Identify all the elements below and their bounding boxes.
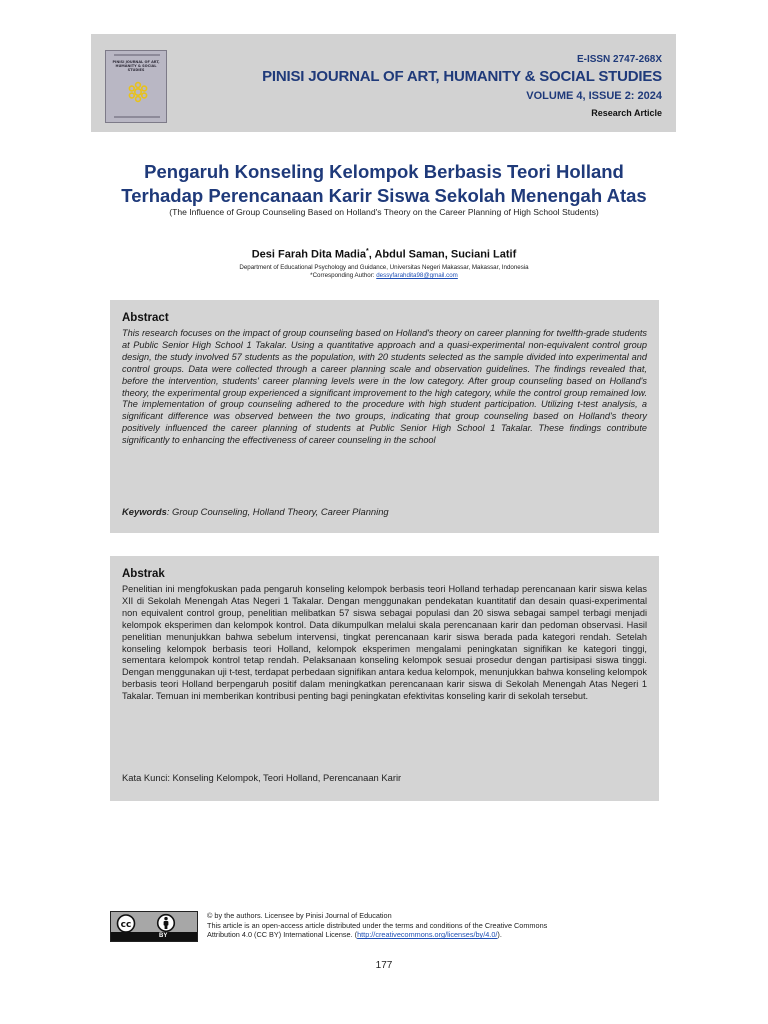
paper-subtitle: (The Influence of Group Counseling Based on Holland's Theory on the Career Planning of High School Students)	[169, 207, 599, 217]
license-line-3	[207, 930, 657, 940]
kata-kunci-list: : Konseling Kelompok, Teori Holland, Perencanaan Karir	[167, 772, 402, 783]
abstrak-text: Penelitian ini mengfokuskan pada pengaruh konseling kelompok berbasis teori Holland terhadap perencanaan karir siswa kelas XII di Sekolah Menengah Atas Negeri 1 Takalar. Dengan menggunakan pendekatan kuantitatif dan desain quasi-experimental non equivalent control group, penelitian melibatkan 57 siswa sebagai populasi dan 20 siswa sebagai sampel terbagi menjadi kelompok eksperimen dan kelompok kontrol. Data dikumpulkan melalui skala perencanaan karir dan pedoman observasi. Hasil penelitian menunjukkan bahwa sebelum intervensi, tingkat perencanaan karir siswa berada pada kategori rendah. Setelah konseling kelompok berbasis teori Holland, kelompok eksperimen mengalami peningkatan signifikan ke kategori tinggi, sementara kelompok kontrol tetap rendah. Pelaksanaan konseling kelompok sesuai prosedur dengan partisipasi siswa tinggi. Dengan menggunakan uji t-test, terdapat perbedaan signifikan antara kedua kelompok, menunjukkan bahwa konseling kelompok berbasis teori Holland berpengaruh positif dalam meningkatkan perencanaan karir siswa di Sekolah Menengah Atas Negeri 1 Takalar. Temuan ini memberikan kontribusi penting bagi peningkatan efektivitas konseling karir di sekolah tersebut.	[122, 584, 647, 702]
kata-kunci-label: Kata Kunci	[122, 772, 168, 783]
affiliation-block	[60, 264, 708, 280]
paper-title	[60, 160, 708, 208]
cc-by-license-badge[interactable]	[110, 911, 198, 942]
svg-text:cc: cc	[120, 920, 132, 930]
license-line-3-text: Attribution 4.0 (CC BY) International License. (	[207, 930, 358, 940]
cover-top-rule	[114, 54, 160, 56]
corresponding-mark: *	[366, 248, 369, 255]
paper-title-line-1: Pengaruh Konseling Kelompok Berbasis Teori Holland	[144, 161, 624, 182]
cover-title: PINISI JOURNAL OF ART, HUMANITY & SOCIAL STUDIES	[112, 60, 160, 72]
license-line-3-end: ).	[497, 930, 502, 940]
cover-bottom-rule	[114, 116, 160, 118]
cc-by-label: BY	[159, 933, 168, 939]
abstract-text: This research focuses on the impact of group counseling based on Holland's theory on career planning for twelfth-grade students at Public Senior High School 1 Takalar. Using a quantitative approach and a quasi-experimental non-equivalent control group design, the study involved 57 students as the population, with 20 students selected as the sample divided into experimental and control groups. Data were collected through a career planning scale and observation guidelines. The findings revealed that, before the intervention, students' career planning levels were in the low category. After group counseling based on Holland's theory, the experimental group experienced a significant improvement to the high category, while the control group remained low. The implementation of group counseling adhered to the procedure with high student participation. Utilizing t-test analysis, a significant difference was observed between the two groups, indicating that group counseling based on Holland's theory positively influenced the career planning of students at Public Senior High School 1 Takalar. These findings contribute significantly to enhancing the effectiveness of career counseling in the school	[122, 328, 647, 446]
corresponding-email-link[interactable]: dessyfarahdita98@gmail.com	[376, 272, 458, 279]
journal-header	[91, 34, 676, 132]
abstract-indonesian	[110, 556, 659, 801]
license-line-2: This article is an open-access article distributed under the terms and conditions of the Creative Commons	[207, 920, 548, 930]
journal-issn: E-ISSN 2747-268X	[576, 54, 662, 65]
corresponding-author	[60, 272, 708, 280]
abstrak-heading: Abstrak	[122, 568, 165, 580]
kata-kunci	[122, 772, 401, 783]
attribution-person-icon	[156, 913, 176, 933]
paper-title-line-2: Terhadap Perencanaan Karir Siswa Sekolah Menengah Atas	[121, 185, 647, 206]
abstract-english	[110, 300, 659, 533]
journal-cover-thumbnail	[105, 50, 167, 123]
corresponding-label: *Corresponding Author:	[310, 272, 377, 279]
authors-other: , Abdul Saman, Suciani Latif	[368, 248, 517, 261]
license-notice	[207, 911, 657, 940]
journal-title: PINISI JOURNAL OF ART, HUMANITY & SOCIAL STUDIES	[262, 68, 662, 85]
keywords-list: : Group Counseling, Holland Theory, Career Planning	[166, 506, 389, 517]
creative-commons-icon	[114, 914, 138, 933]
page-number: 177	[375, 960, 393, 971]
keywords	[122, 506, 389, 517]
journal-volume: VOLUME 4, ISSUE 2: 2024	[526, 90, 662, 102]
keywords-label: Keywords	[122, 506, 167, 517]
author-list	[60, 248, 708, 261]
author-1: Desi Farah Dita Madia	[251, 248, 367, 261]
affiliation: Department of Educational Psychology and Guidance, Universitas Negeri Makassar, Makassar, Indonesia	[239, 264, 529, 271]
cc-badge-bar	[111, 932, 197, 941]
journal-emblem-icon	[127, 81, 149, 103]
abstract-heading: Abstract	[122, 312, 169, 324]
license-line-1: © by the authors. Licensee by Pinisi Journal of Education	[207, 911, 392, 920]
license-link[interactable]: http://creativecommons.org/licenses/by/4.0/	[357, 930, 498, 940]
article-type: Research Article	[591, 108, 662, 118]
